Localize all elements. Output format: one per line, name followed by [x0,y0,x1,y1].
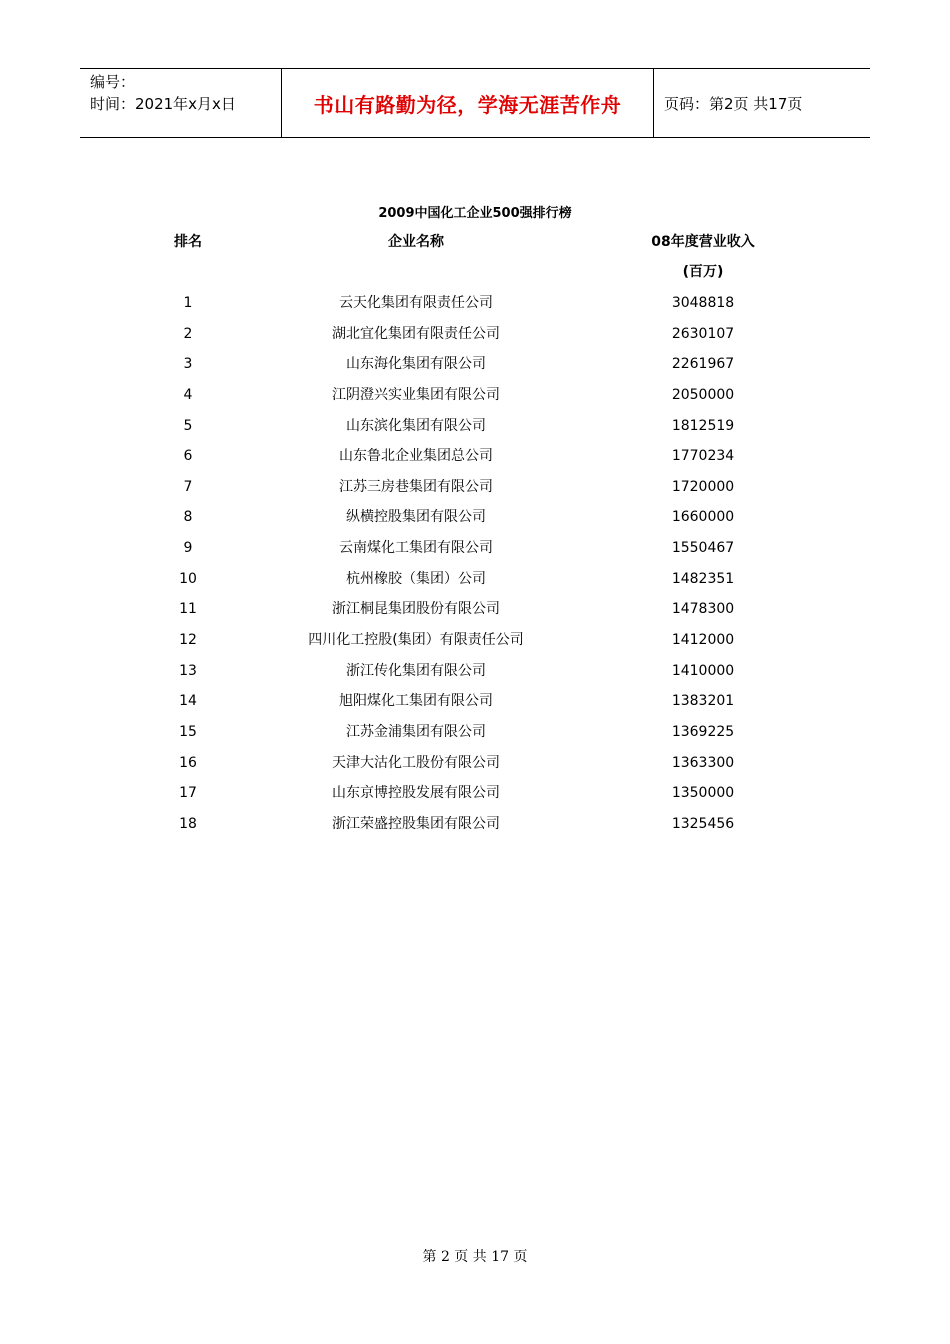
revenue-cell: 1550467 [671,540,735,557]
revenue-cell: 1660000 [671,509,735,526]
rank-cell: 4 [183,386,193,403]
revenue-cell: 3048818 [671,295,735,311]
revenue-cell: 1350000 [671,785,735,802]
column-header-rank: 排名 [174,234,202,250]
page-info-text: 页码：第2页 共17页 [664,94,803,113]
rank-cell: 5 [183,417,193,434]
table-row [0,594,950,625]
header-page-info [654,69,870,137]
rank-cell: 8 [183,509,193,526]
rank-cell: 1 [183,295,193,311]
revenue-cell: 1363300 [671,754,735,771]
rank-cell: 6 [183,448,193,465]
company-name-cell: 江苏金浦集团有限公司 [346,723,486,740]
table-row [0,288,950,319]
revenue-cell: 1410000 [671,662,735,679]
table-row [0,686,950,717]
rank-cell: 9 [183,540,193,557]
rank-cell: 16 [179,754,197,771]
revenue-cell: 1478300 [671,601,735,618]
table-row [0,564,950,595]
rank-cell: 13 [179,662,197,679]
company-name-cell: 杭州橡胶（集团）公司 [346,570,486,587]
revenue-cell: 1812519 [671,417,735,434]
table-row [0,441,950,472]
company-name-cell: 湖北宜化集团有限责任公司 [332,325,500,342]
revenue-header-line1: 08年度营业收入 [651,234,755,250]
company-name-cell: 旭阳煤化工集团有限公司 [339,693,493,710]
revenue-cell: 1482351 [671,570,735,587]
rank-cell: 12 [179,632,197,649]
rank-cell: 10 [179,570,197,587]
document-title: 2009中国化工企业500强排行榜 [378,206,572,221]
revenue-cell: 1412000 [671,632,735,649]
company-name-cell: 山东滨化集团有限公司 [346,417,486,434]
rank-cell: 14 [179,693,197,710]
company-name-cell: 云南煤化工集团有限公司 [339,540,493,557]
table-row [0,625,950,656]
table-row [0,809,950,840]
table-row [0,748,950,779]
table-row [0,502,950,533]
company-name-cell: 江阴澄兴实业集团有限公司 [332,386,500,403]
header-meta [80,69,281,137]
table-row [0,533,950,564]
rank-cell: 3 [183,356,193,373]
table-row [0,349,950,380]
rank-cell: 11 [179,601,197,618]
company-name-cell: 浙江荣盛控股集团有限公司 [332,815,500,832]
table-row [0,380,950,411]
company-name-cell: 云天化集团有限责任公司 [339,295,493,311]
table-row [0,778,950,809]
rank-cell: 17 [179,785,197,802]
document-header [80,68,870,138]
revenue-cell: 1325456 [671,815,735,832]
rank-cell: 15 [179,723,197,740]
rank-cell: 18 [179,815,197,832]
company-name-cell: 纵横控股集团有限公司 [346,509,486,526]
revenue-cell: 2050000 [671,386,735,403]
company-name-cell: 天津大沽化工股份有限公司 [332,754,500,771]
company-name-cell: 江苏三房巷集团有限公司 [339,478,493,495]
revenue-cell: 1720000 [671,478,735,495]
rank-cell: 2 [183,325,193,342]
header-motto-cell [281,69,654,137]
company-name-cell: 浙江桐昆集团股份有限公司 [332,601,500,618]
table-row [0,411,950,442]
rank-cell: 7 [183,478,193,495]
revenue-cell: 1770234 [671,448,735,465]
revenue-cell: 2630107 [671,325,735,342]
revenue-cell: 1369225 [671,723,735,740]
company-name-cell: 山东鲁北企业集团总公司 [339,448,493,465]
revenue-cell: 1383201 [671,693,735,710]
table-row [0,717,950,748]
revenue-header-line2: (百万) [682,264,724,280]
revenue-cell: 2261967 [671,356,735,373]
table-row [0,472,950,503]
company-name-cell: 四川化工控股(集团）有限责任公司 [308,632,524,649]
company-name-cell: 浙江传化集团有限公司 [346,662,486,679]
ranking-table-body [0,288,950,840]
time-label: 时间：2021年x月x日 [90,95,236,113]
company-name-cell: 山东海化集团有限公司 [346,356,486,373]
column-header-revenue [622,232,784,282]
table-header [0,232,950,288]
table-row [0,319,950,350]
number-label: 编号： [90,73,136,91]
column-header-name: 企业名称 [388,234,444,250]
motto-text: 书山有路勤为径，学海无涯苦作舟 [313,92,622,117]
page-footer: 第 2 页 共 17 页 [422,1249,528,1265]
table-row [0,656,950,687]
company-name-cell: 山东京博控股发展有限公司 [332,785,500,802]
